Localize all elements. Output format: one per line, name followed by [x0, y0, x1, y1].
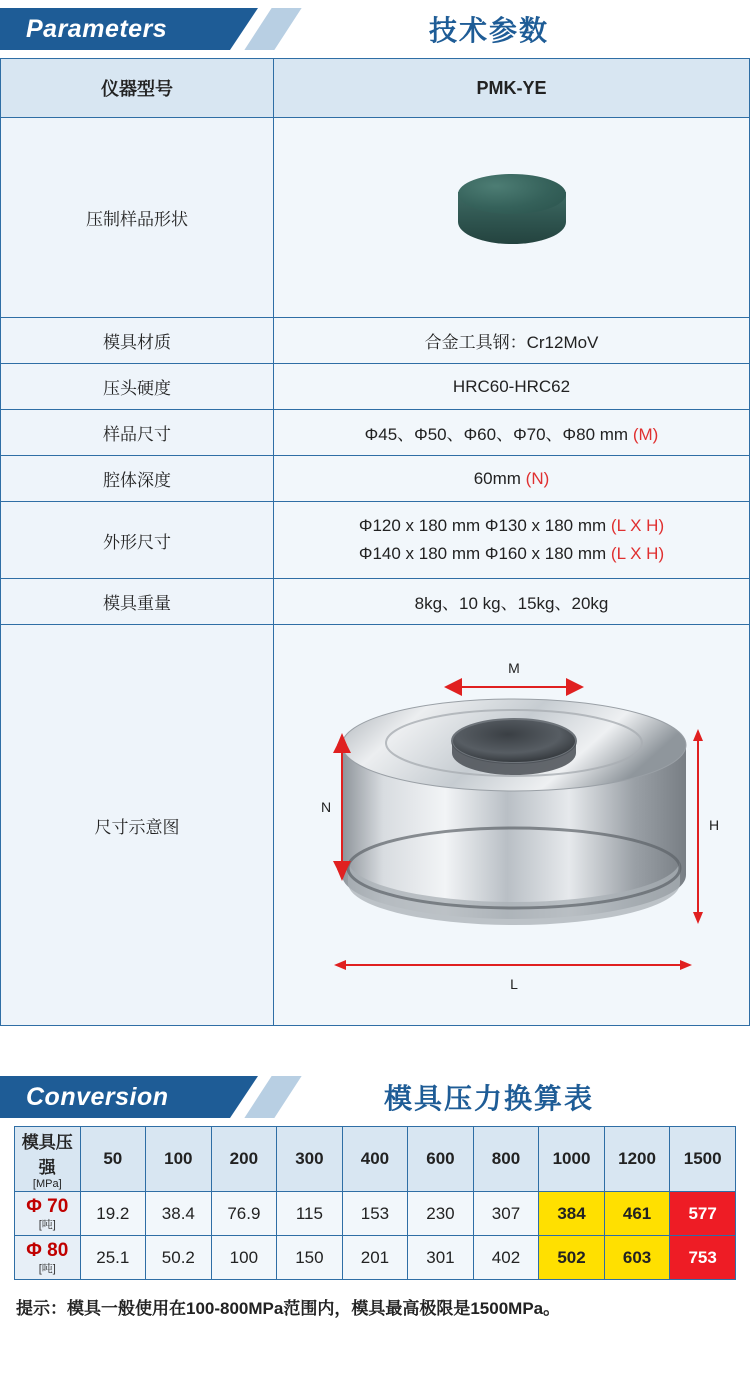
conversion-cell: 307 — [473, 1192, 539, 1236]
cell-hardness-value: HRC60-HRC62 — [274, 364, 750, 410]
cell-model-label: 仪器型号 — [1, 59, 274, 118]
conversion-row-header — [15, 1192, 81, 1236]
parameters-table — [0, 58, 750, 1026]
sample-puck-illustration — [452, 170, 572, 266]
conversion-note: 提示：模具一般使用在100-800MPa范围内，模具最高极限是1500MPa。 — [16, 1299, 561, 1319]
parameters-banner-tag — [0, 8, 230, 50]
outer-dimensions-line-1 — [278, 512, 745, 540]
section-spacer — [0, 1026, 750, 1068]
table-row — [15, 1236, 736, 1280]
outer-dimensions-suffix-1: (L X H) — [610, 516, 665, 535]
cell-dimension-diagram-label: 尺寸示意图 — [1, 625, 274, 1026]
cell-weight-value: 8kg、10 kg、15kg、20kg — [274, 579, 750, 625]
cavity-depth-text: 60mm — [473, 468, 521, 488]
conversion-row-header — [15, 1236, 81, 1280]
diagram-label-h: H — [708, 817, 720, 834]
conversion-row-unit: [吨] — [38, 1218, 56, 1231]
conversion-corner-unit: [MPa] — [32, 1178, 62, 1191]
conversion-corner-cell — [15, 1127, 81, 1192]
table-row-sample-size — [1, 410, 750, 456]
sample-size-suffix: (M) — [632, 425, 659, 444]
conversion-row-label: Φ 70 — [26, 1195, 69, 1217]
table-row-hardness — [1, 364, 750, 410]
conversion-cell: 19.2 — [80, 1192, 146, 1236]
cell-sample-size-label: 样品尺寸 — [1, 410, 274, 456]
puck-top — [458, 174, 566, 214]
conversion-cell: 201 — [342, 1236, 408, 1280]
conversion-col-header: 300 — [277, 1127, 343, 1192]
table-row-cavity-depth — [1, 456, 750, 502]
conversion-cell-highlight: 384 — [539, 1192, 605, 1236]
outer-dimensions-line-2 — [278, 540, 745, 568]
table-row — [15, 1192, 736, 1236]
conversion-banner — [0, 1068, 750, 1126]
table-row-model — [1, 59, 750, 118]
outer-dimensions-text-1: Φ120 x 180 mm Φ130 x 180 mm — [358, 516, 607, 535]
cell-weight-label: 模具重量 — [1, 579, 274, 625]
cell-sample-shape-label: 压制样品形状 — [1, 118, 274, 318]
cell-model-value: PMK-YE — [274, 59, 750, 118]
conversion-col-header: 1000 — [539, 1127, 605, 1192]
conversion-col-header: 50 — [80, 1127, 146, 1192]
conversion-cell: 50.2 — [146, 1236, 212, 1280]
conversion-col-header: 400 — [342, 1127, 408, 1192]
conversion-cell-highlight: 502 — [539, 1236, 605, 1280]
table-row-outer-dimensions — [1, 502, 750, 579]
conversion-cell: 230 — [408, 1192, 474, 1236]
cell-sample-shape-image — [274, 118, 750, 318]
cell-sample-size-value — [274, 410, 750, 456]
diagram-label-n: N — [320, 799, 332, 816]
dimension-diagram — [274, 625, 749, 1025]
conversion-cell-highlight: 603 — [604, 1236, 670, 1280]
table-row-weight — [1, 579, 750, 625]
outer-dimensions-suffix-2: (L X H) — [610, 544, 665, 564]
conversion-cell: 301 — [408, 1236, 474, 1280]
cell-dimension-diagram — [274, 625, 750, 1026]
conversion-col-header: 1200 — [604, 1127, 670, 1192]
conversion-cell: 100 — [211, 1236, 277, 1280]
conversion-row-label: Φ 80 — [26, 1239, 69, 1261]
cell-outer-dimensions-label: 外形尺寸 — [1, 502, 274, 579]
conversion-col-header: 1500 — [670, 1127, 736, 1192]
conversion-cell: 38.4 — [146, 1192, 212, 1236]
table-row-material — [1, 318, 750, 364]
conversion-table — [14, 1126, 736, 1280]
die-dimension-svg — [274, 625, 750, 1025]
cavity-depth-suffix: (N) — [525, 468, 550, 488]
parameters-title: 技术参数 — [428, 15, 549, 46]
conversion-table-body — [15, 1127, 736, 1280]
outer-dimensions-text-2: Φ140 x 180 mm Φ160 x 180 mm — [358, 544, 607, 564]
conversion-banner-tag — [0, 1076, 230, 1118]
conversion-title: 模具压力换算表 — [383, 1083, 594, 1115]
conversion-corner-label: 模具压强 — [21, 1133, 73, 1178]
cell-cavity-depth-label: 腔体深度 — [1, 456, 274, 502]
conversion-cell-highlight: 461 — [604, 1192, 670, 1236]
sample-size-text: Φ45、Φ50、Φ60、Φ70、Φ80 mm — [364, 425, 629, 444]
cell-material-label: 模具材质 — [1, 318, 274, 364]
conversion-col-header: 100 — [146, 1127, 212, 1192]
conversion-cell: 25.1 — [80, 1236, 146, 1280]
cell-hardness-label: 压头硬度 — [1, 364, 274, 410]
conversion-cell: 153 — [342, 1192, 408, 1236]
conversion-col-header: 800 — [473, 1127, 539, 1192]
conversion-col-header: 200 — [211, 1127, 277, 1192]
conversion-cell: 115 — [277, 1192, 343, 1236]
diagram-label-l: L — [510, 976, 518, 993]
conversion-row-unit: [吨] — [38, 1262, 56, 1275]
parameters-banner-tag-label: Parameters — [26, 14, 168, 43]
cell-cavity-depth-value — [274, 456, 750, 502]
table-row-sample-shape — [1, 118, 750, 318]
conversion-cell: 150 — [277, 1236, 343, 1280]
cell-material-value: 合金工具钢：Cr12MoV — [274, 318, 750, 364]
conversion-banner-tag-label: Conversion — [26, 1082, 169, 1111]
conversion-col-header: 600 — [408, 1127, 474, 1192]
conversion-cell-limit: 577 — [670, 1192, 736, 1236]
cell-outer-dimensions-value — [274, 502, 750, 579]
diagram-label-m: M — [508, 660, 520, 677]
parameters-banner — [0, 0, 750, 58]
conversion-cell: 402 — [473, 1236, 539, 1280]
conversion-cell-limit: 753 — [670, 1236, 736, 1280]
conversion-cell: 76.9 — [211, 1192, 277, 1236]
table-row-dimension-diagram — [1, 625, 750, 1026]
conversion-header-row — [15, 1127, 736, 1192]
